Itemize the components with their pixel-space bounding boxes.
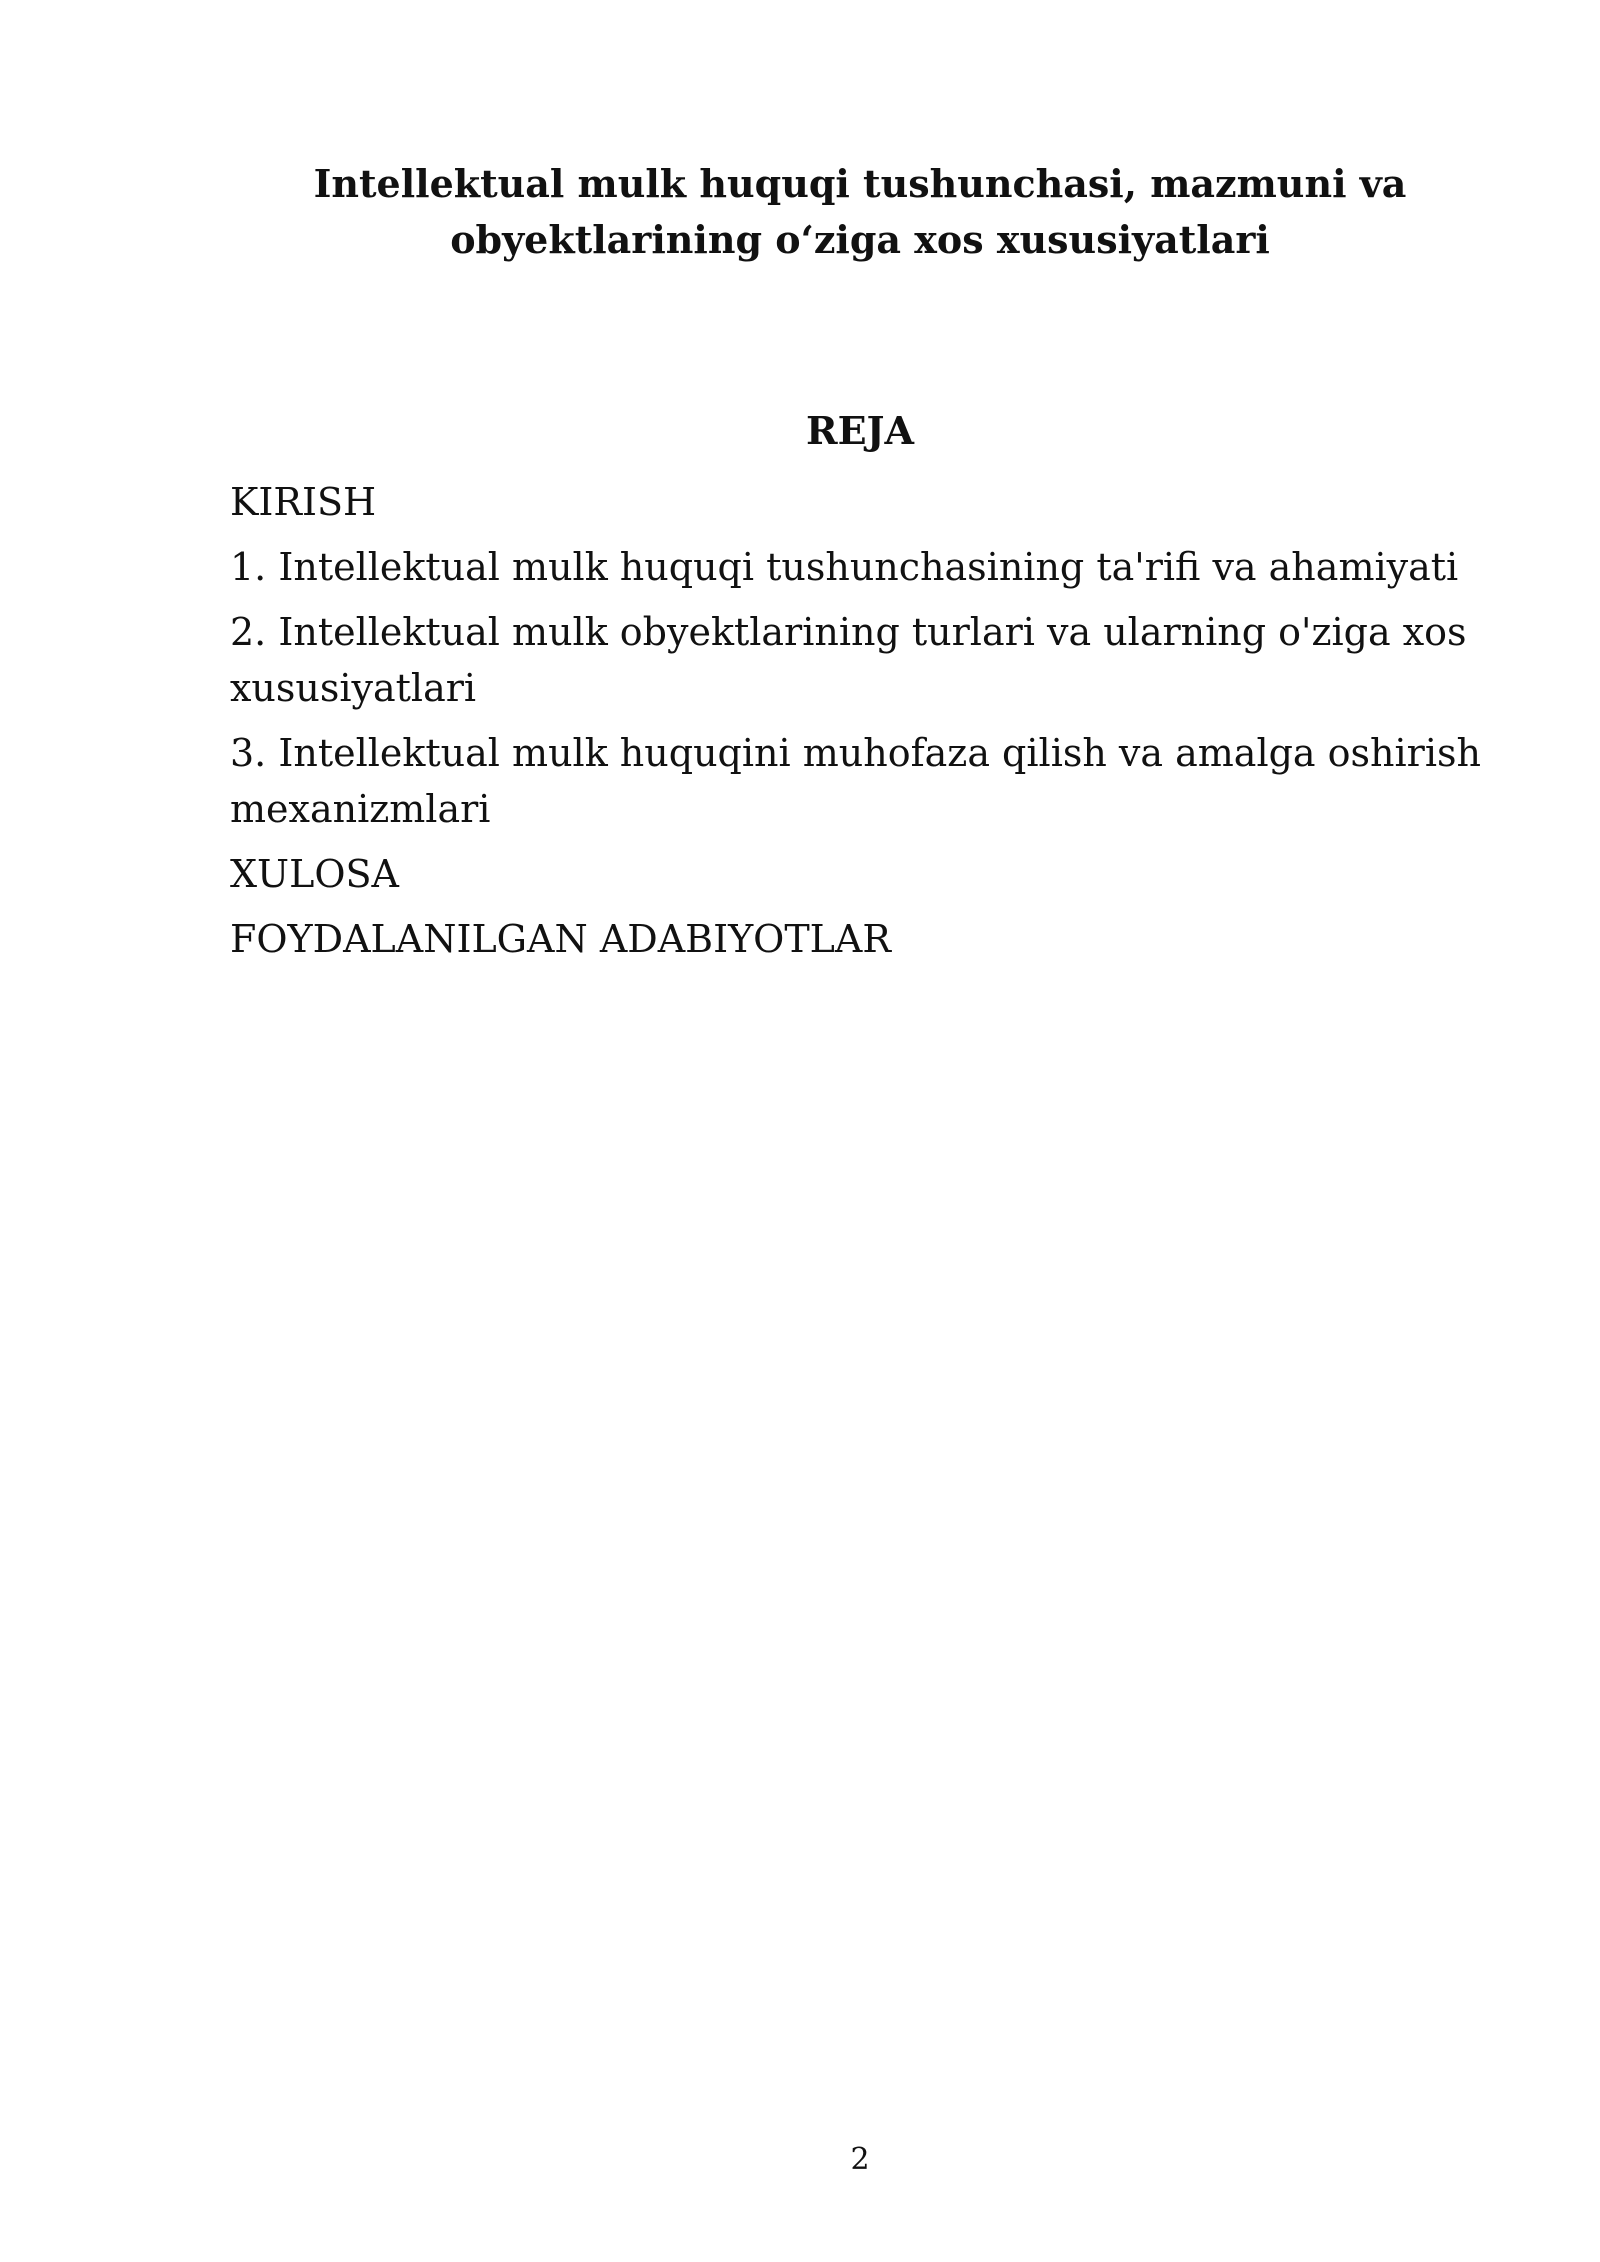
plan-item-1: 1. Intellektual mulk huquqi tushunchasining ta'rifi va ahamiyati	[230, 545, 1459, 589]
plan-heading: REJA	[805, 408, 914, 453]
plan-item-introduction: KIRISH	[230, 480, 377, 524]
document-title	[230, 156, 1490, 268]
title-line-1: Intellektual mulk huquqi tushunchasi, mazmuni va	[313, 161, 1407, 206]
plan-item-references: FOYDALANILGAN ADABIYOTLAR	[230, 917, 891, 961]
page-number: 2	[850, 2142, 870, 2177]
plan-item-conclusion: XULOSA	[230, 852, 399, 896]
plan-item-2: 2. Intellektual mulk obyektlarining turlari va ularning o'ziga xos xususiyatlari	[230, 610, 1467, 710]
plan-item-3: 3. Intellektual mulk huquqini muhofaza qilish va amalga oshirish mexanizmlari	[230, 731, 1481, 831]
title-line-2: obyektlarining o‘ziga xos xususiyatlari	[450, 217, 1270, 262]
plan-list	[230, 474, 1490, 976]
